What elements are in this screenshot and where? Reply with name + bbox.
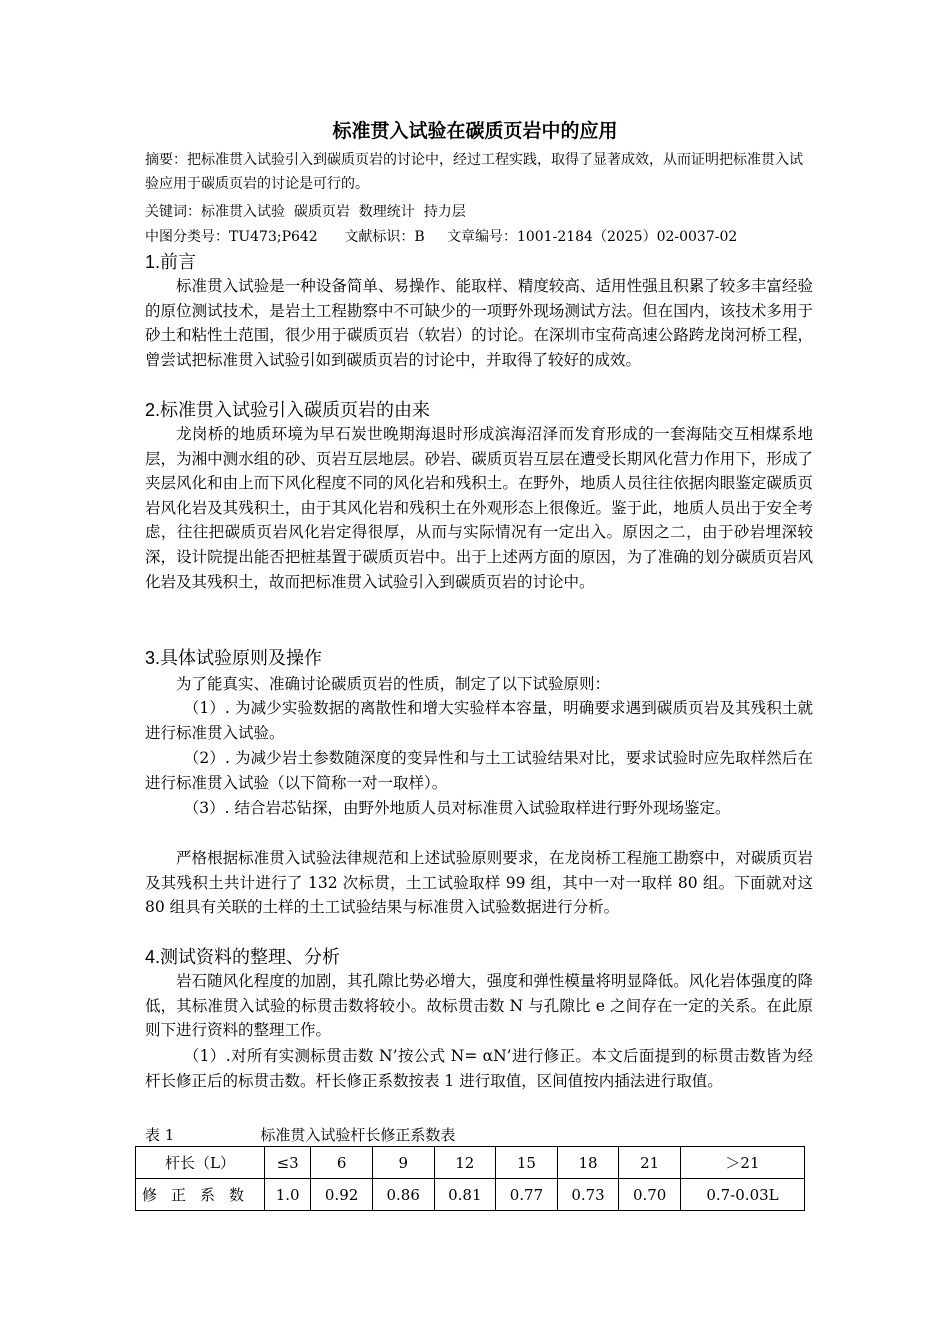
- table-cell: 0.77: [496, 1179, 558, 1211]
- table-row: [136, 1147, 805, 1179]
- section-heading-2: 2.标准贯入试验引入碳质页岩的由来: [145, 400, 431, 420]
- section-heading-4: 4.测试资料的整理、分析: [145, 947, 341, 967]
- table-cell: 15: [496, 1147, 558, 1179]
- section-3-para-5: 严格根据标准贯入试验法律规范和上述试验原则要求，在龙岗桥工程施工勘察中，对碳质页岩及其残积土共计进行了 132 次标贯，土工试验取样 99 组，其中一对一取样 80 组。下面就对这 80 组具有关联的土样的土工试验结果与标准贯入试验数据进行分析。: [145, 849, 813, 917]
- section-3-para-1: 为了能真实、准确讨论碳质页岩的性质，制定了以下试验原则：: [176, 675, 611, 693]
- table-caption: [145, 1124, 455, 1146]
- section-heading-3: 3.具体试验原则及操作: [145, 648, 323, 668]
- table-cell: 0.73: [557, 1179, 619, 1211]
- table-cell: 0.7-0.03L: [680, 1179, 804, 1211]
- classification-line: 中图分类号：TU473;P642 文献标识：B 文章编号：1001-2184（2025）02-0037-02: [145, 229, 738, 245]
- keywords: [145, 200, 815, 224]
- table-number: 表 1: [145, 1126, 175, 1144]
- paper-title: 标准贯入试验在碳质页岩中的应用: [332, 120, 618, 142]
- abstract: [145, 148, 815, 196]
- section-heading-1: 1.前言: [145, 252, 197, 272]
- table-cell: ≤3: [265, 1147, 311, 1179]
- table-cell: 0.81: [434, 1179, 496, 1211]
- table-cell: 12: [434, 1147, 496, 1179]
- section-4-para-2: （1）.对所有实测标贯击数 N’按公式 N= αN’进行修正。本文后面提到的标贯击数皆为经杆长修正后的标贯击数。杆长修正系数按表 1 进行取值，区间值按内插法进行取值。: [145, 1047, 813, 1090]
- row-header-rod-length: 杆长（L）: [136, 1147, 265, 1179]
- section-3-para-2: （1）. 为减少实验数据的离散性和增大实验样本容量，明确要求遇到碳质页岩及其残积土就进行标准贯入试验。: [145, 699, 813, 742]
- table-title: 标准贯入试验杆长修正系数表: [260, 1126, 456, 1144]
- table-cell: 0.92: [311, 1179, 373, 1211]
- table-cell: 18: [557, 1147, 619, 1179]
- table-cell: 9: [372, 1147, 434, 1179]
- section-3-para-3: （2）. 为减少岩土参数随深度的变异性和与土工试验结果对比，要求试验时应先取样然后在进行标准贯入试验（以下简称一对一取样）。: [145, 749, 813, 792]
- table-cell: 6: [311, 1147, 373, 1179]
- section-2-para-1: 龙岗桥的地质环境为早石炭世晚期海退时形成滨海沼泽而发育形成的一套海陆交互相煤系地层，为湘中测水组的砂、页岩互层地层。砂岩、碳质页岩互层在遭受长期风化营力作用下，形成了夹层风化和由上而下风化程度不同的风化岩和残积土。在野外，地质人员往往依据肉眼鉴定碳质页岩风化岩及其残积土，由于其风化岩和残积土在外观形态上很像近。鉴于此，地质人员出于安全考虑，往往把碳质页岩风化岩定得很厚，从而与实际情况有一定出入。原因之二，由于砂岩埋深较深，设计院提出能否把桩基置于碳质页岩中。出于上述两方面的原因，为了准确的划分碳质页岩风化岩及其残积土，故而把标准贯入试验引入到碳质页岩的讨论中。: [145, 425, 813, 591]
- table-cell: 21: [619, 1147, 681, 1179]
- table-cell: 1.0: [265, 1179, 311, 1211]
- abstract-text: 把标准贯入试验引入到碳质页岩的讨论中，经过工程实践，取得了显著成效，从而证明把标准贯入试验应用于碳质页岩的讨论是可行的。: [145, 152, 803, 192]
- table-cell: 0.70: [619, 1179, 681, 1211]
- section-4-para-1: 岩石随风化程度的加剧，其孔隙比势必增大，强度和弹性模量将明显降低。风化岩体强度的降低，其标准贯入试验的标贯击数将较小。故标贯击数 N 与孔隙比 e 之间存在一定的关系。在此原则下进行资料的整理工作。: [145, 972, 813, 1040]
- section-1-para-1: 标准贯入试验是一种设备简单、易操作、能取样、精度较高、适用性强且积累了较多丰富经验的原位测试技术，是岩土工程勘察中不可缺少的一项野外现场测试方法。但在国内，该技术多用于砂土和粘性土范围，很少用于碳质页岩（软岩）的讨论。在深圳市宝荷高速公路跨龙岗河桥工程，曾尝试把标准贯入试验引如到碳质页岩的讨论中，并取得了较好的成效。: [145, 277, 813, 369]
- row-header-correction-factor: 修正系数: [136, 1179, 265, 1211]
- table-cell: 0.86: [372, 1179, 434, 1211]
- abstract-label: 摘要：: [145, 152, 187, 168]
- keywords-text: 标准贯入试验 碳质页岩 数理统计 持力层: [201, 204, 466, 220]
- table-cell: ＞21: [680, 1147, 804, 1179]
- table-row: [136, 1179, 805, 1211]
- rod-length-correction-table: [135, 1146, 805, 1211]
- section-3-para-4: （3）. 结合岩芯钻探，由野外地质人员对标准贯入试验取样进行野外现场鉴定。: [183, 799, 731, 817]
- keywords-label: 关键词：: [145, 204, 201, 220]
